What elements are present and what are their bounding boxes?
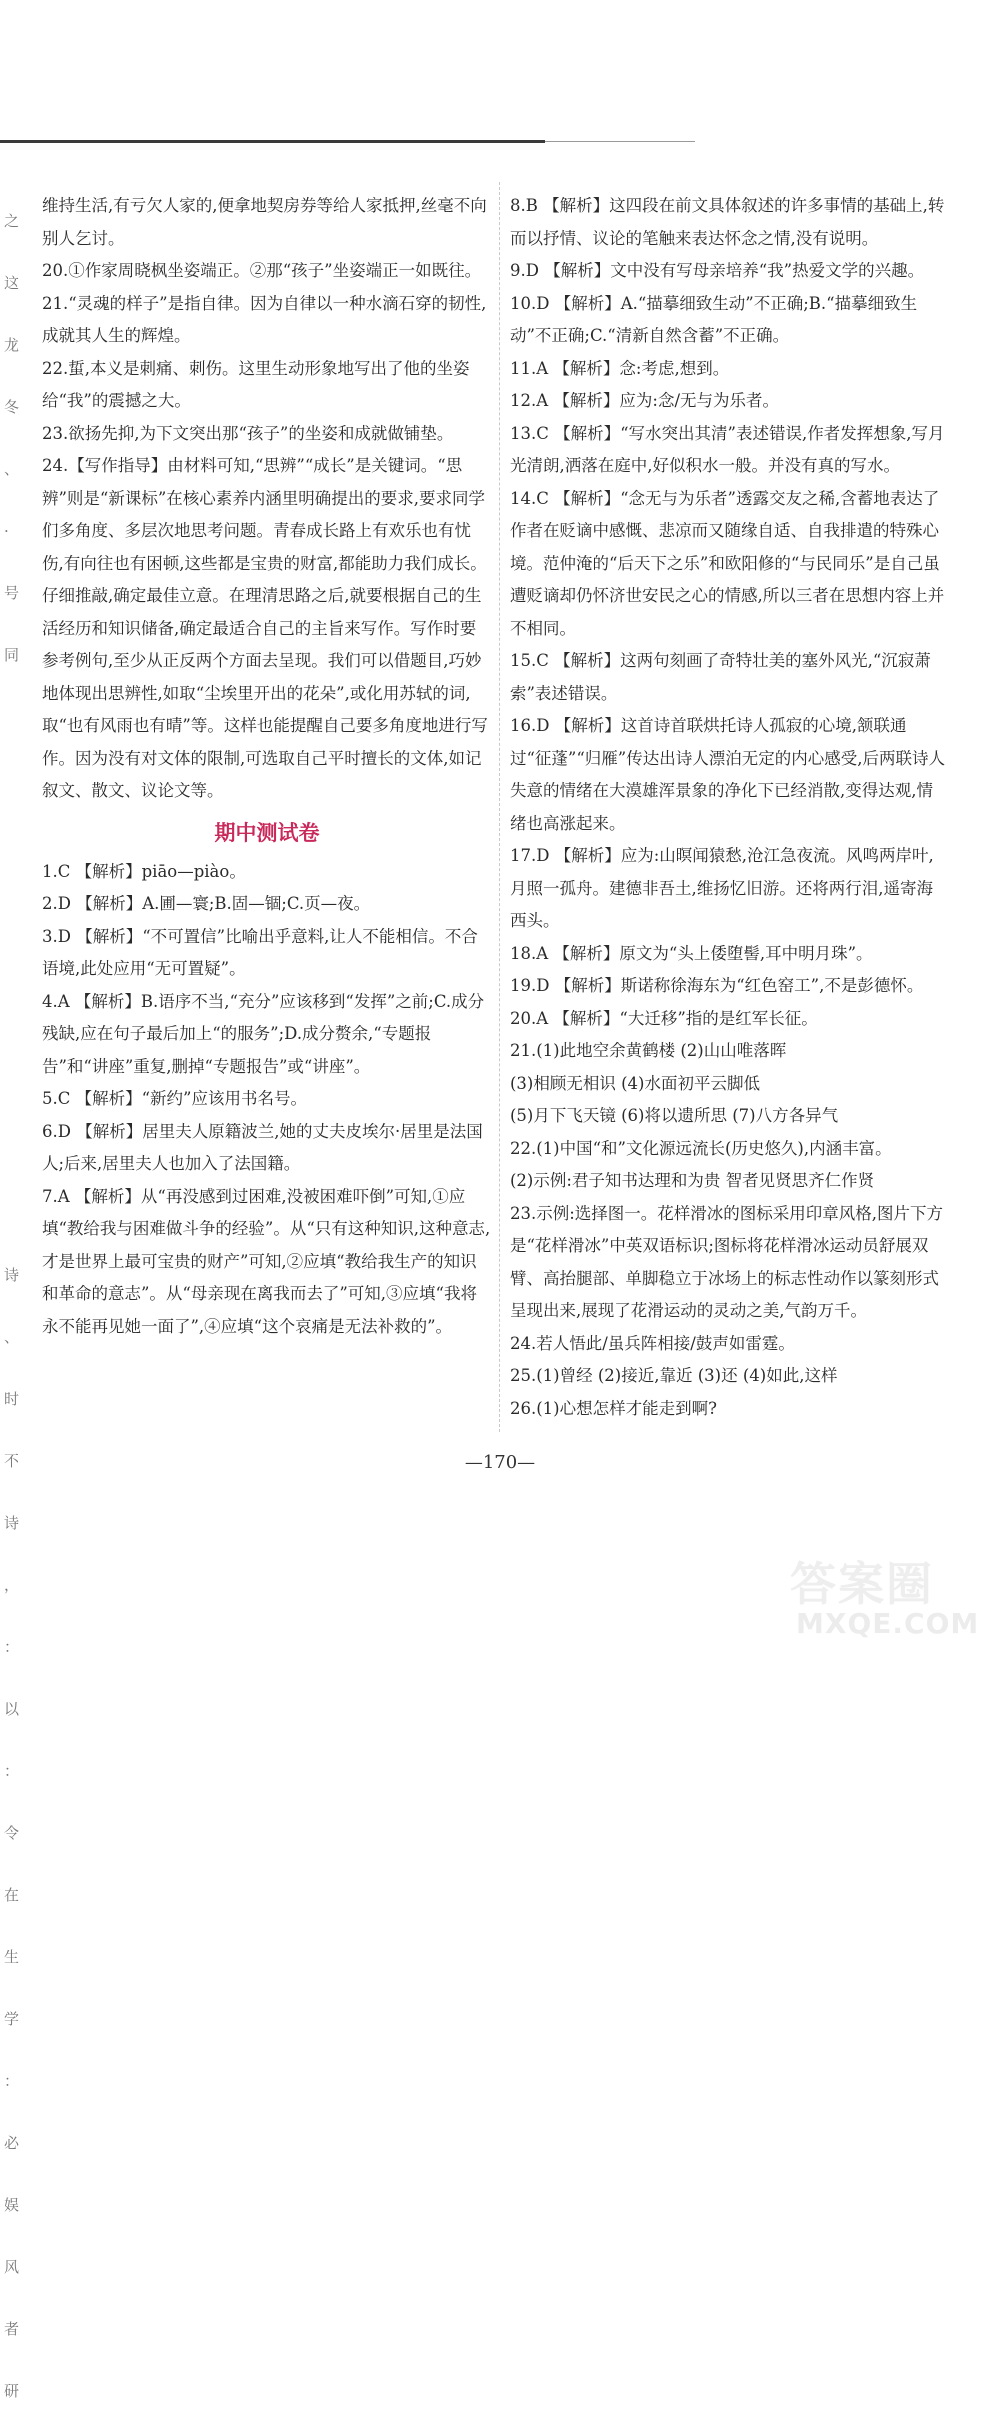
answer-item: 19.D 【解析】斯诺称徐海东为“红色窑工”,不是彭德怀。: [510, 976, 924, 995]
answer-item: 18.A 【解析】原文为“头上倭堕髻,耳中明月珠”。: [510, 943, 873, 963]
answer-item: 17.D 【解析】应为:山暝闻猿愁,沧江急夜流。风鸣两岸叶,月照一孤舟。建德非吾土,维扬忆旧游。还将两行泪,遥寄海西头。: [510, 846, 934, 930]
watermark-url: MXQE.COM: [796, 1607, 980, 1640]
top-rule: [0, 140, 545, 143]
margin-bleed-text: 之 这 龙 冬 、 · 号 同 诗 、 时 不 诗 ， ： 以 ： 令 在 生 学 ： 必 娱 风 者 研: [4, 212, 20, 2400]
answer-item: 14.C 【解析】“念无与为乐者”透露交友之稀,含蓄地表达了作者在贬谪中感慨、悲凉而又随缘自适、自我排遣的特殊心境。范仲淹的“后天下之乐”和欧阳修的“与民同乐”是自己虽遭贬谪却仍怀济世安民之心的情感,所以三者在思想内容上并不相同。: [510, 488, 945, 638]
answer-item: 1.C 【解析】piāo—piào。: [42, 861, 246, 881]
answer-item: 16.D 【解析】这首诗首联烘托诗人孤寂的心境,颔联通过“征蓬”“归雁”传达出诗人漂泊无定的内心感受,后两联诗人失意的情绪在大漠雄浑景象的净化下已经消散,变得达观,情绪也高涨起来。: [510, 716, 945, 833]
answer-item: 25.(1)曾经 (2)接近,靠近 (3)还 (4)如此,这样: [510, 1366, 838, 1385]
answer-item: 24.若人悟此/虽兵阵相接/鼓声如雷霆。: [510, 1333, 795, 1353]
answer-item: 12.A 【解析】应为:念/无与为乐者。: [510, 391, 780, 410]
answer-item: 24.【写作指导】由材料可知,“思辨”“成长”是关键词。“思辨”则是“新课标”在核心素养内涵里明确提出的要求,要求同学们多角度、多层次地思考问题。青春成长路上有欢乐也有忧伤,有向往也有困顿,这些都是宝贵的财富,都能助力我们成长。仔细推敲,确定最佳立意。在理清思路之后,就要根据自己的生活经历和知识储备,确定最适合自己的主旨来写作。写作时要参考例句,至少从正反两个方面去呈现。我们可以借题目,巧妙地体现出思辨性,如取“尘埃里开出的花朵”,或化用苏轼的词,取“也有风雨也有晴”等。这样也能提醒自己要多角度地进行写作。因为没有对文体的限制,可选取自己平时擅长的文体,如记叙文、散文、议论文等。: [42, 456, 488, 800]
answer-item: 维持生活,有亏欠人家的,便拿地契房券等给人家抵押,丝毫不向别人乞讨。: [42, 196, 487, 248]
right-column: [510, 190, 946, 1425]
answer-item: 5.C 【解析】“新约”应该用书名号。: [42, 1089, 307, 1108]
answer-item: 15.C 【解析】这两句刻画了奇特壮美的塞外风光,“沉寂萧索”表述错误。: [510, 651, 931, 703]
answer-item: 22.蜇,本义是刺痛、刺伤。这里生动形象地写出了他的坐姿给“我”的震撼之大。: [42, 358, 470, 410]
answer-item: 13.C 【解析】“写水突出其清”表述错误,作者发挥想象,写月光清朗,洒落在庭中,好似积水一般。并没有真的写水。: [510, 423, 945, 475]
answer-item: 6.D 【解析】居里夫人原籍波兰,她的丈夫皮埃尔·居里是法国人;后来,居里夫人也加入了法国籍。: [42, 1121, 483, 1173]
answer-item: 20.A 【解析】“大迁移”指的是红军长征。: [510, 1008, 818, 1028]
section-items: [42, 856, 492, 1344]
page-number: —170—: [464, 1452, 536, 1473]
answer-item: 11.A 【解析】念:考虑,想到。: [510, 358, 730, 378]
section-title: 期中测试卷: [214, 819, 320, 845]
answer-item: 22.(1)中国“和”文化源远流长(历史悠久),内涵丰富。 (2)示例:君子知书达理和为贵 智者见贤思齐仁作贤: [510, 1138, 892, 1190]
answer-item: 2.D 【解析】A.圃—寰;B.固—锢;C.页—夜。: [42, 894, 371, 913]
answer-item: 10.D 【解析】A.“描摹细致生动”不正确;B.“描摹细致生动”不正确;C.“清新自然含蓄”不正确。: [510, 293, 918, 345]
column-divider: [499, 182, 500, 1432]
top-rule-thin: [545, 141, 695, 142]
answer-item: 7.A 【解析】从“再没感到过困难,没被困难吓倒”可知,①应填“教给我与困难做斗争的经验”。从“只有这种知识,这种意志,才是世界上最可宝贵的财产”可知,②应填“教给我生产的知识和革命的意志”。从“母亲现在离我而去了”可知,③应填“我将永不能再见她一面了”,④应填“这个哀痛是无法补救的”。: [42, 1186, 491, 1336]
left-items: [42, 190, 492, 808]
answer-item: 21.“灵魂的样子”是指自律。因为自律以一种水滴石穿的韧性,成就其人生的辉煌。: [42, 293, 487, 345]
answer-item: 9.D 【解析】文中没有写母亲培养“我”热爱文学的兴趣。: [510, 261, 925, 280]
answer-item: 23.示例:选择图一。花样滑冰的图标采用印章风格,图片下方是“花样滑冰”中英双语标识;图标将花样滑冰运动员舒展双臂、高抬腿部、单脚稳立于冰场上的标志性动作以篆刻形式呈现出来,展现了花滑运动的灵动之美,气韵万千。: [510, 1203, 944, 1320]
answer-item: 8.B 【解析】这四段在前文具体叙述的许多事情的基础上,转而以抒情、议论的笔触来表达怀念之情,没有说明。: [510, 196, 945, 248]
right-items: [510, 190, 946, 1425]
answer-item: 4.A 【解析】B.语序不当,“充分”应该移到“发挥”之前;C.成分残缺,应在句子最后加上“的服务”;D.成分赘余,“专题报告”和“讲座”重复,删掉“专题报告”或“讲座”。: [42, 991, 485, 1076]
answer-item: 3.D 【解析】“不可置信”比喻出乎意料,让人不能相信。不合语境,此处应用“无可置疑”。: [42, 926, 478, 978]
answer-item: 23.欲扬先抑,为下文突出那“孩子”的坐姿和成就做铺垫。: [42, 423, 454, 443]
answer-item: 21.(1)此地空余黄鹤楼 (2)山山唯落晖 (3)相顾无相识 (4)水面初平云脚低 (5)月下飞天镜 (6)将以遗所思 (7)八方各异气: [510, 1041, 839, 1125]
answer-item: 26.(1)心想怎样才能走到啊?: [510, 1398, 717, 1418]
answer-item: 20.①作家周晓枫坐姿端正。②那“孩子”坐姿端正一如既往。: [42, 261, 482, 280]
watermark: [790, 1555, 990, 1645]
watermark-logo: 答案圈: [790, 1557, 934, 1611]
left-column: [42, 190, 492, 1343]
